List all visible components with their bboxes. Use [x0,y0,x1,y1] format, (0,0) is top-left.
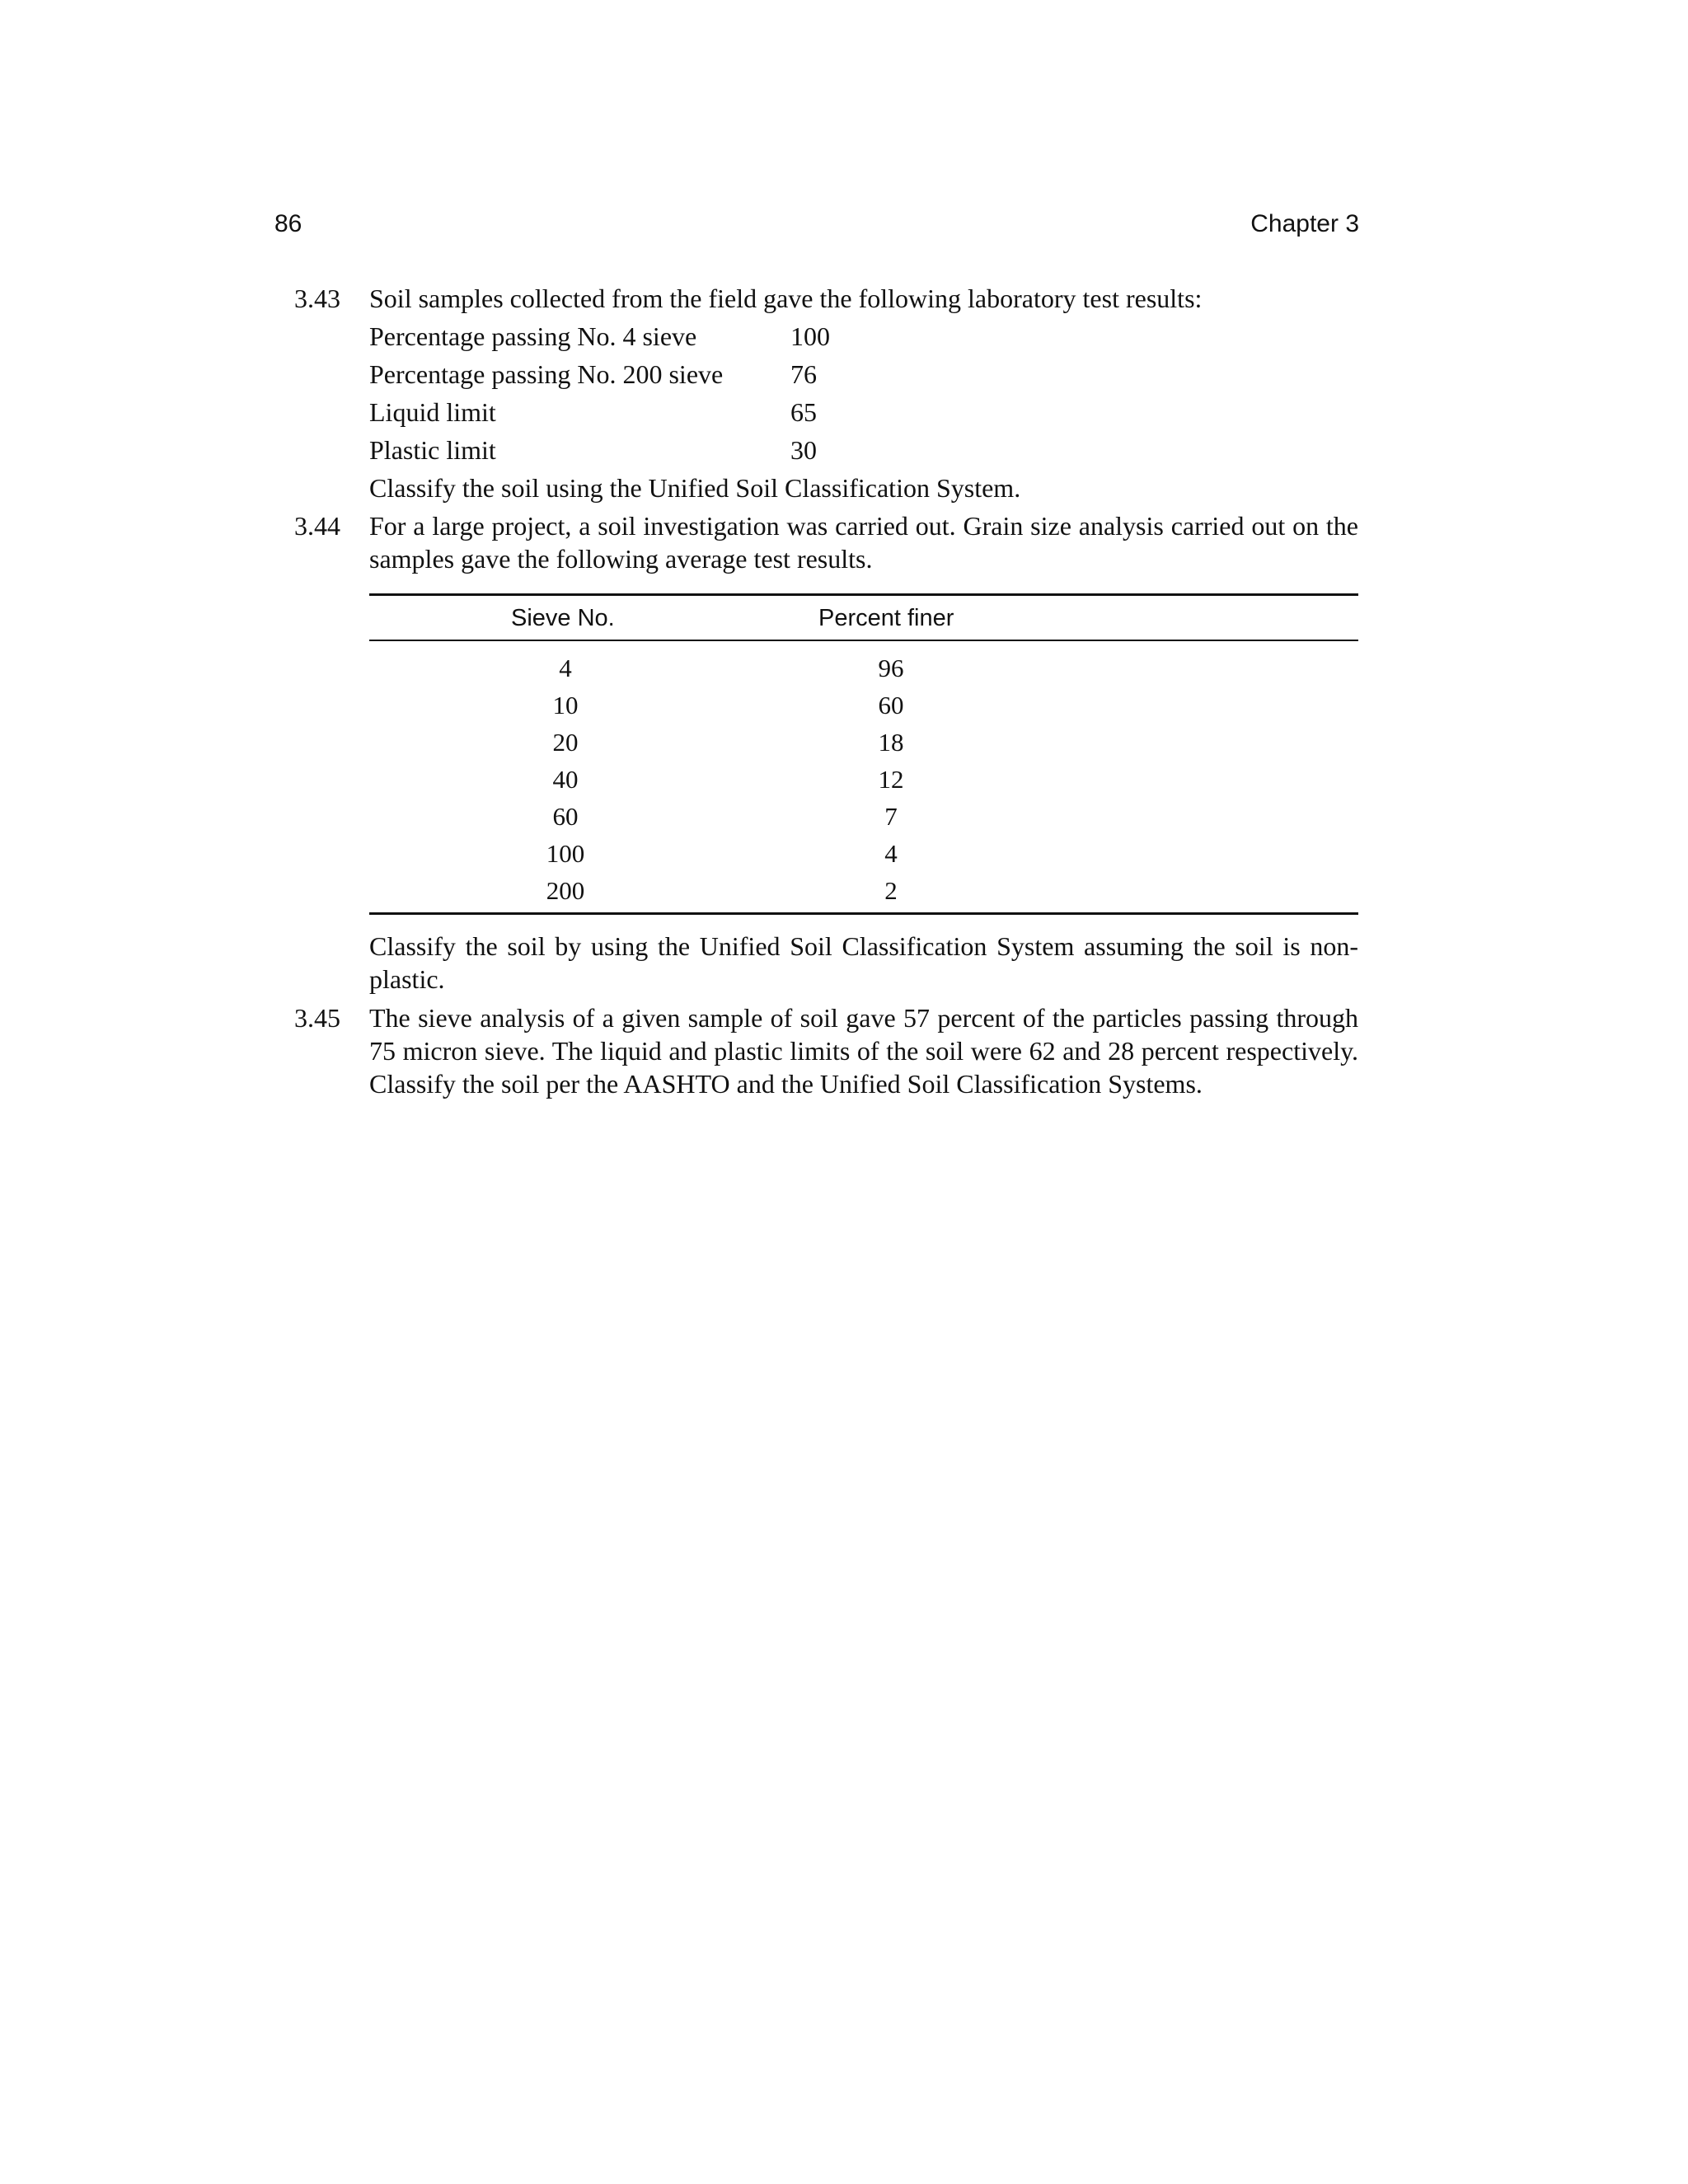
table-header-rule [369,640,1358,641]
problem-number-3-44: 3.44 [294,511,340,541]
table-cell-percent: 2 [884,876,898,905]
table-header-percent-finer: Percent finer [818,605,954,631]
result-value: 76 [790,359,817,389]
table-cell-percent: 18 [878,728,904,757]
table-cell-sieve: 10 [552,691,579,719]
result-label: Liquid limit [369,397,496,427]
chapter-label: Chapter 3 [1250,210,1359,237]
table-cell-sieve: 20 [552,728,579,757]
table-cell-sieve: 200 [546,876,585,905]
page-number: 86 [274,210,302,237]
result-value: 100 [790,321,830,351]
result-value: 30 [790,435,817,465]
table-cell-percent: 60 [878,691,904,719]
problem-3-45-text: The sieve analysis of a given sample of soil gave 57 percent of the particles passing through 75 micron sieve. The liquid and plastic limits of the soil were 62 and 28 percent respectively. Classify the soil per the AASHTO and the Unified Soil Classification Systems. [369,1003,1358,1099]
result-value: 65 [790,397,817,427]
result-label: Percentage passing No. 200 sieve [369,359,724,389]
table-cell-percent: 12 [878,765,904,794]
table-cell-percent: 4 [884,839,898,868]
table-header-sieve-no: Sieve No. [511,605,615,631]
table-cell-sieve: 100 [546,839,585,868]
problem-3-44-question: Classify the soil by using the Unified Soil Classification System assuming the soil is non-plastic. [369,931,1358,994]
table-bottom-rule [369,912,1358,915]
problem-number-3-43: 3.43 [294,284,340,313]
table-cell-sieve: 4 [559,654,572,682]
problem-number-3-45: 3.45 [294,1003,340,1033]
table-cell-percent: 96 [878,654,904,682]
problem-3-43-question: Classify the soil using the Unified Soil Classification System. [369,473,1021,503]
result-label: Plastic limit [369,435,496,465]
result-label: Percentage passing No. 4 sieve [369,321,697,351]
table-cell-sieve: 40 [552,765,579,794]
table-cell-sieve: 60 [552,802,579,831]
table-cell-percent: 7 [884,802,898,831]
problem-3-43-intro: Soil samples collected from the field gave the following laboratory test results: [369,284,1203,313]
problem-3-44-intro: For a large project, a soil investigation was carried out. Grain size analysis carried out on the samples gave the following average test results. [369,511,1358,574]
table-top-rule [369,593,1358,596]
